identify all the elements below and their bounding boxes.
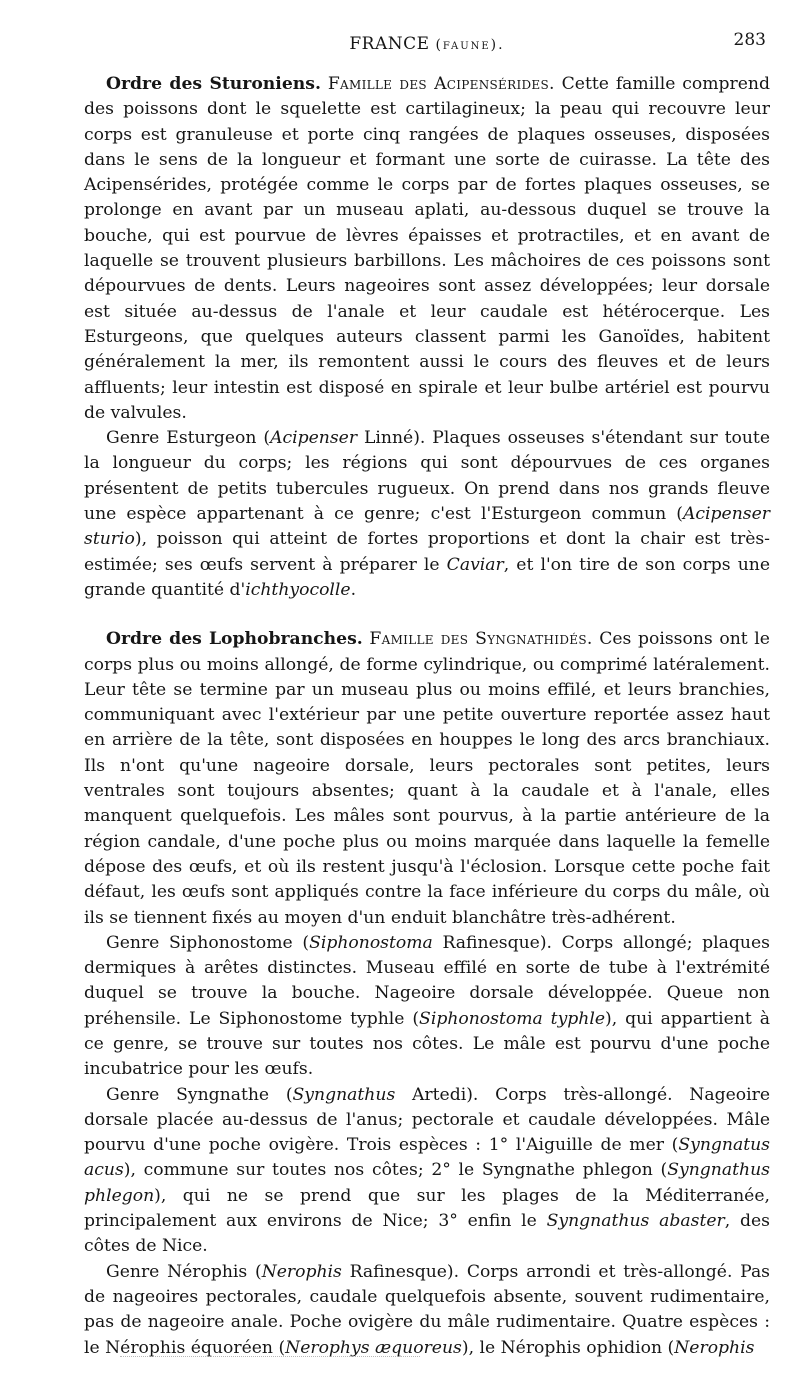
genus-text: ), commune sur toutes nos côtes; 2° le Syngnathe phlegon (: [123, 1160, 668, 1181]
genus-text: Rafinesque). Corps allongé; plaques dermiques à arêtes distinctes. Museau effilé en sorte de tube à l'extrémité duquel se trouve la bouche. Nageoire dorsale développée. Queue non préhensile. Le Siphonostome typhle (: [84, 932, 770, 1029]
genre-esturgeon-paragraph: [84, 426, 770, 603]
running-head-subtitle: (faune).: [435, 37, 505, 53]
genus-text: ), poisson qui atteint de fortes proportions et dont la chair est très-estimée; ses œufs servent à préparer le: [84, 529, 770, 575]
section-text: Ces poissons ont le corps plus ou moins allongé, de forme cylindrique, ou comprimé latéralement. Leur tête se termine par un museau plus ou moins effilé, et leurs branchies, communiquant avec l'extérieur par une petite ouverture reportée assez haut en arrière de la tête, sont disposées en houppes le long des arcs branchiaux. Ils n'ont qu'une nageoire dorsale, leurs pectorales sont petites, leurs ventrales sont toujours absentes; quant à la caudale et à l'anale, elles manquent quelquefois. Les mâles sont pourvus, à la partie antérieure de la région candale, d'une poche plus ou moins marquée dans laquelle la femelle dépose des œufs, et où ils restent jusqu'à l'éclosion. Lorsque cette poche fait défaut, les œufs sont appliqués contre la face inférieure du corps du mâle, où ils se tiennent fixés au moyen d'un enduit blanchâtre très-adhérent.: [84, 629, 770, 928]
running-head: [84, 34, 770, 54]
genus-text: .: [350, 579, 357, 600]
section-gap: [84, 603, 770, 627]
footer-dotted-line: [120, 1356, 420, 1357]
genus-italic: Syngnathus abaster: [546, 1211, 725, 1232]
genus-text: , des côtes de Nice.: [84, 1211, 770, 1257]
genus-italic: ichthyocolle: [245, 579, 351, 600]
section-sturoniens-paragraph: [84, 72, 770, 426]
genus-text: Genre Siphonostome (: [106, 932, 310, 953]
genus-text: ), qui appartient à ce genre, se trouve sur toutes nos côtes. Le mâle est pourvu d'une poche incubatrice pour les œufs.: [84, 1008, 770, 1080]
genus-italic: Siphonostoma typhle: [419, 1008, 606, 1029]
genus-text: Genre Nérophis (: [106, 1261, 262, 1282]
order-heading: Ordre des Lophobranches.: [106, 629, 363, 650]
genre-syngnathe-paragraph: [84, 1083, 770, 1260]
section-text: Cette famille comprend des poissons dont le squelette est cartilagineux; la peau qui recouvre leur corps est granuleuse et porte cinq rangées de plaques osseuses, disposées dans le sens de la longueur et formant une sorte de cuirasse. La tête des Acipensérides, protégée comme le corps par de fortes plaques osseuses, se prolonge en avant par un museau aplati, au-dessous duquel se trouve la bouche, qui est pourvue de lèvres épaisses et protractiles, et en avant de laquelle se trouvent plusieurs barbillons. Les mâchoires de ces poissons sont dépourvues de dents. Leurs nageoires sont assez développées; leur dorsale est située au-dessus de l'anale et leur caudale est hétérocerque. Les Esturgeons, que quelques auteurs classent parmi les Ganoïdes, habitent généralement la mer, ils remontent aussi le cours des fleuves et de leurs affluents; leur intestin est disposé en spirale et leur bulbe artériel est pourvu de valvules.: [84, 74, 770, 423]
genus-text: ), qui ne se prend que sur les plages de la Méditerranée, principalement aux environs de Nice; 3° enfin le: [84, 1185, 770, 1232]
genus-italic: Acipenser: [270, 428, 358, 449]
genus-italic: Nerophys æquoreus: [285, 1337, 462, 1358]
genus-italic: Syngnathus: [292, 1084, 396, 1105]
page-header: [84, 28, 770, 60]
page-number: 283: [733, 30, 766, 50]
genus-text: Linné). Plaques osseuses s'étendant sur toute la longueur du corps; les régions qui sont dépourvues de ces organes présentent de petits tubercules rugueux. On prend dans nos grands fleuve une espèce appartenant à ce genre; c'est l'Esturgeon commun (: [84, 428, 770, 525]
genus-italic: Nerophis: [674, 1337, 755, 1358]
genus-italic: Caviar: [446, 554, 504, 575]
genus-italic: Siphonostoma: [309, 932, 433, 953]
genus-text: Genre Esturgeon (: [106, 428, 271, 449]
genus-italic: Acipenser sturio: [84, 504, 770, 550]
genre-siphonostome-paragraph: [84, 931, 770, 1083]
genus-text: Genre Syngnathe (: [106, 1084, 293, 1105]
genus-text: Artedi). Corps très-allongé. Nageoire dorsale placée au-dessus de l'anus; pectorale et caudale développées. Mâle pourvu d'une poche ovigère. Trois espèces : 1° l'Aiguille de mer (: [84, 1084, 770, 1156]
genre-nerophis-paragraph: [84, 1260, 770, 1361]
genus-italic: Syngnathus phlegon: [84, 1160, 770, 1206]
genus-italic: Syngnatus acus: [84, 1135, 770, 1181]
family-heading: Famille des Syngnathidés.: [369, 629, 593, 650]
genus-text: ), le Nérophis ophidion (: [461, 1337, 675, 1358]
genus-text: , et l'on tire de son corps une grande quantité d': [84, 554, 771, 600]
family-heading: Famille des Acipensérides.: [327, 74, 555, 94]
section-lophobranches-paragraph: [84, 627, 770, 931]
running-head-title: FRANCE: [349, 34, 430, 54]
genus-text: Rafinesque). Corps arrondi et très-allongé. Pas de nageoires pectorales, caudale quelquefois absente, souvent rudimentaire, pas de nageoire anale. Poche ovigère du mâle rudimentaire. Quatre espèces : le Nérophis équoréen (: [84, 1261, 771, 1358]
order-heading: Ordre des Sturoniens.: [106, 74, 321, 94]
genus-italic: Nerophis: [261, 1261, 342, 1282]
